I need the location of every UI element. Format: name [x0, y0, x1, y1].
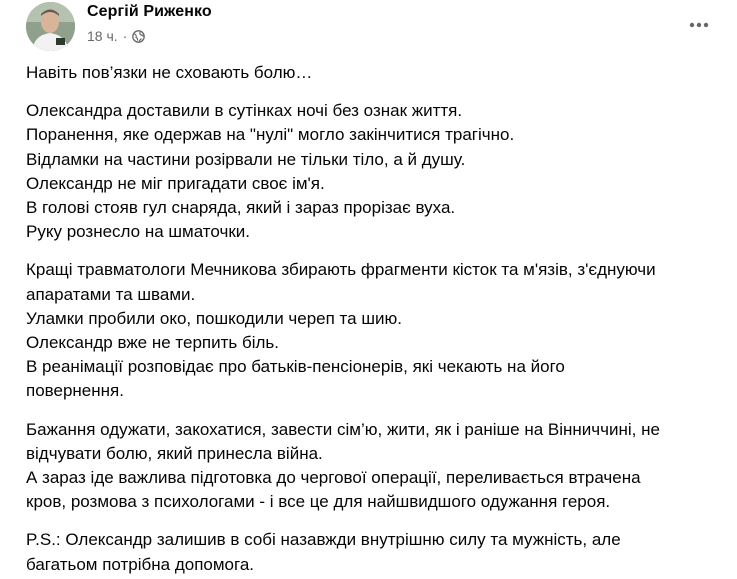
post-title-line: Навіть пов’язки не сховають болю…: [26, 63, 313, 82]
text-line: Уламки пробили око, пошкодили череп та шию.: [26, 308, 402, 328]
text-line: багатьом потрібна допомога.: [26, 554, 255, 574]
text-line: Відламки на частини розірвали не тільки тіло, а й душу.: [26, 149, 466, 169]
text-line: повернення.: [26, 381, 124, 401]
paragraph-4: [26, 528, 726, 576]
paragraph-3: [26, 418, 726, 515]
text-line: А зараз іде важлива підготовка до чергової операції, переливається втрачена: [26, 468, 641, 488]
author-name[interactable]: Сергій Риженко: [87, 3, 212, 20]
meta-separator: ·: [122, 28, 128, 44]
paragraph-2: [26, 258, 726, 403]
text-line: Олександр вже не терпить біль.: [26, 333, 280, 353]
text-line: Олександр не міг пригадати своє ім'я.: [26, 173, 325, 193]
text-line: P.S.: Олександр залишив в собі назавжди внутрішню силу та мужність, але: [26, 530, 621, 550]
avatar-photo-icon: [26, 2, 75, 51]
text-line: відчувати болю, який принесла війна.: [26, 443, 323, 463]
text-line: Олександра доставили в сутінках ночі без ознак життя.: [26, 101, 463, 121]
text-line: Поранення, яке одержав на "нулі" могло закінчитися трагічно.: [26, 125, 515, 145]
post-text: [26, 61, 726, 579]
text-line: В реанімації розповідає про батьків-пенсіонерів, які чекають на його: [26, 357, 565, 377]
text-line: апаратами та швами.: [26, 284, 196, 304]
post-title-paragraph: [26, 61, 726, 85]
more-horizontal-icon: [689, 22, 709, 28]
text-line: В голові стояв гул снаряда, який і зараз прорізає вуха.: [26, 198, 456, 218]
text-line: Бажання одужати, закохатися, завести сім’ю, жити, як і раніше на Вінниччині, не: [26, 419, 660, 439]
text-line: Руку рознесло на шматочки.: [26, 222, 250, 242]
paragraph-1: [26, 99, 726, 244]
more-options-button[interactable]: [682, 8, 716, 42]
text-line: Кращі травматологи Мечникова збирають фрагменти кісток та м'язів, з'єднуючи: [26, 260, 656, 280]
post-meta: [87, 28, 145, 44]
post-timestamp[interactable]: 18 ч.: [87, 28, 118, 44]
globe-icon[interactable]: [132, 30, 145, 43]
text-line: кров, розмова з психологами - і все це для найшвидшого одужання героя.: [26, 492, 611, 512]
avatar[interactable]: [26, 2, 75, 51]
post-header: [0, 0, 737, 56]
